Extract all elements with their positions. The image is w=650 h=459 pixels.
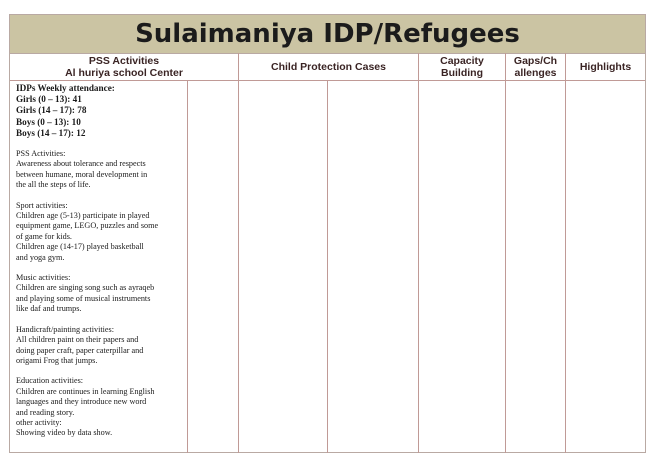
music-heading: Music activities: [16,273,71,283]
pss-line: Awareness about tolerance and respects [16,159,146,169]
column-child-protection-b [328,81,419,453]
education-line: Children are continues in learning English [16,386,155,396]
header-gaps-line2: allenges [514,66,557,79]
music-line: like daf and trumps. [16,304,82,314]
pss-heading: PSS Activities: [16,149,66,159]
education-line: languages and they introduce new word [16,397,147,407]
pss-content [16,83,192,439]
music-line: Children are singing song such as ayraqeb [16,283,155,293]
education-line: and reading story. [16,407,75,417]
sport-line: and yoga gym. [16,252,65,262]
header-highlights: Highlights [566,53,645,81]
page-title: Sulaimaniya IDP/Refugees [10,15,645,54]
column-capacity-building [419,81,506,453]
header-pss-line2: Al huriya school Center [65,66,183,79]
column-child-protection-a [239,81,328,453]
music-line: and playing some of musical instruments [16,293,151,303]
column-pss-extra [188,81,239,453]
column-highlights [566,81,645,453]
column-gaps-challenges [506,81,566,453]
header-gaps-line1: Gaps/Ch [513,54,558,67]
sport-line: Children age (14-17) played basketball [16,242,144,252]
attendance-row: Boys (0 – 13): 10 [16,116,81,127]
header-pss-line1: PSS Activities [88,54,160,67]
header-gaps-challenges [506,53,566,81]
attendance-row: Girls (14 – 17): 78 [16,105,87,116]
header-pss-activities [10,53,239,81]
attendance-row: Girls (0 – 13): 41 [16,94,82,105]
handicraft-line: origami Frog that jumps. [16,355,98,365]
sport-line: of game for kids. [16,231,72,241]
attendance-row: Boys (14 – 17): 12 [16,127,86,138]
attendance-heading: IDPs Weekly attendance: [16,83,115,93]
handicraft-heading: Handicraft/painting activities: [16,324,114,334]
header-capacity-line2: Building [441,66,483,79]
handicraft-line: All children paint on their papers and [16,335,139,345]
header-child-protection: Child Protection Cases [239,53,419,81]
header-capacity-line1: Capacity [440,54,484,67]
education-line: other activity: [16,417,62,427]
report-table [9,14,646,453]
education-line: Showing video by data show. [16,428,113,438]
sport-line: equipment game, LEGO, puzzles and some [16,221,159,231]
sport-line: Children age (5-13) participate in played [16,211,150,221]
pss-line: between humane, moral development in [16,169,148,179]
education-heading: Education activities: [16,376,84,386]
pss-line: the all the steps of life. [16,180,91,190]
sport-heading: Sport activities: [16,200,68,210]
handicraft-line: doing paper craft, paper caterpillar and [16,345,144,355]
header-capacity-building [419,53,506,81]
